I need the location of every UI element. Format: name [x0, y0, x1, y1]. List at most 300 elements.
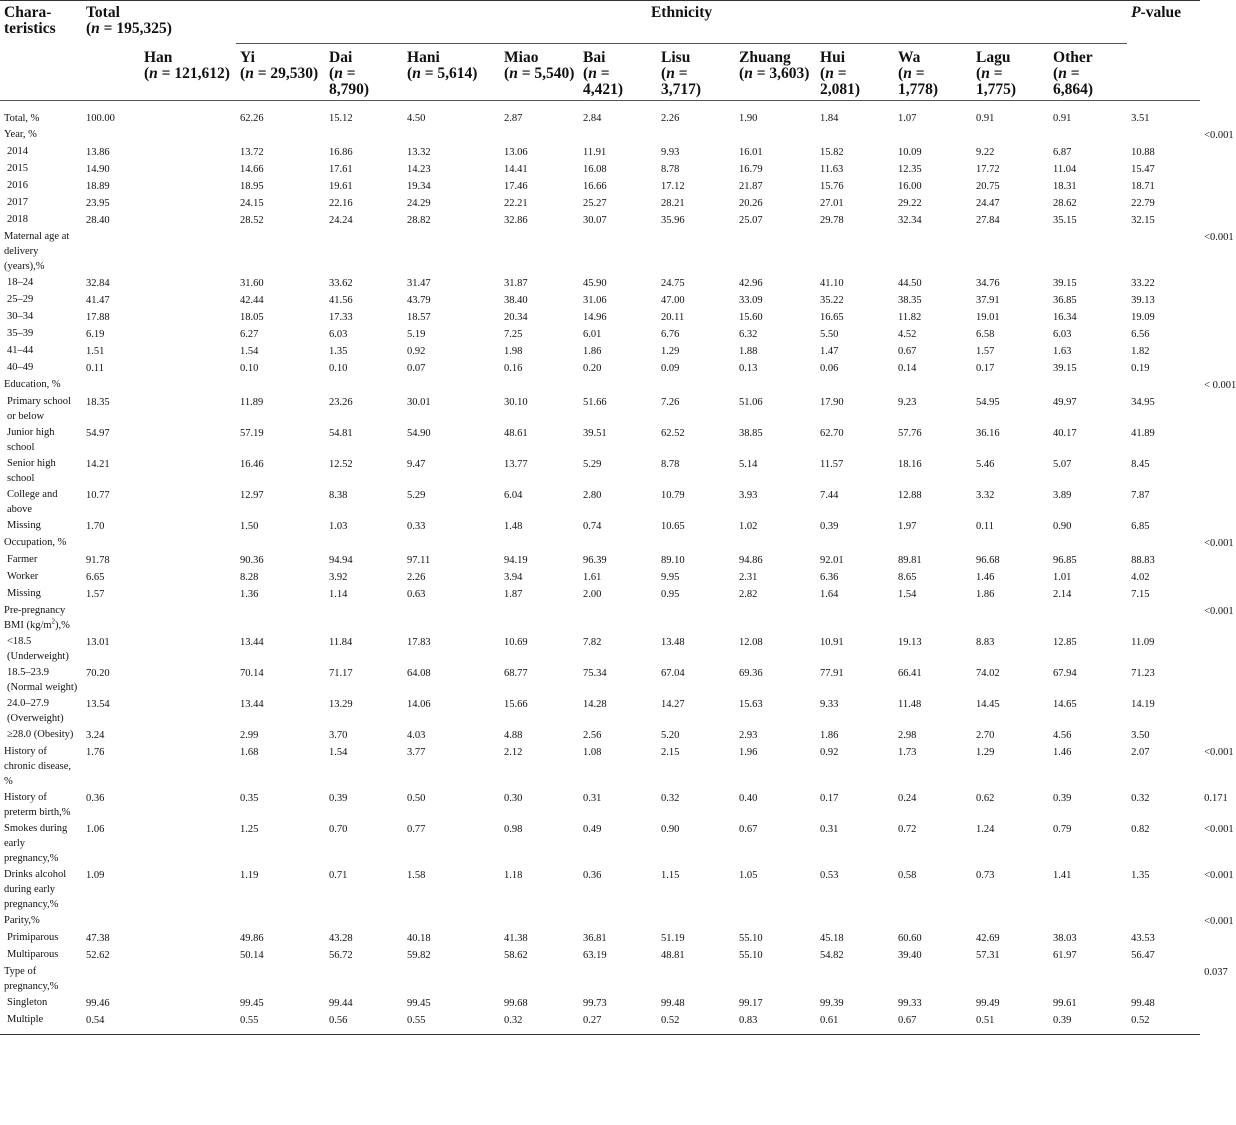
cell-value: 88.83 — [1131, 555, 1155, 566]
cell-value: 99.49 — [976, 998, 1000, 1009]
cell-value: 1.41 — [1053, 870, 1072, 881]
cell-value: 1.51 — [86, 346, 105, 357]
row-label: Missing — [7, 520, 41, 531]
cell-value: 14.41 — [504, 164, 528, 175]
cell-value: 40.18 — [407, 933, 431, 944]
cell-value — [325, 127, 403, 144]
table-row — [0, 394, 1200, 425]
cell-value: 2.26 — [661, 113, 680, 124]
cell-value: 66.41 — [898, 668, 922, 679]
cell-value: 0.91 — [1053, 113, 1072, 124]
cell-value: 3.94 — [504, 572, 523, 583]
total-label: Total — [86, 4, 120, 21]
cell-value — [236, 964, 325, 995]
cell-value — [325, 535, 403, 552]
cell-value — [657, 913, 735, 930]
cell-value: 1.63 — [1053, 346, 1072, 357]
row-label: Drinks alcohol during early pregnancy,% — [4, 869, 67, 910]
cell-value: 9.33 — [820, 699, 839, 710]
cell-value: 1.84 — [820, 113, 839, 124]
cell-value: 16.46 — [240, 459, 264, 470]
row-label: Type of pregnancy,% — [4, 966, 59, 992]
cell-value: 40.17 — [1053, 428, 1077, 439]
ethnic-group-name: Han — [144, 48, 173, 66]
cell-value — [325, 964, 403, 995]
cell-value: 9.23 — [898, 397, 917, 408]
cell-value: 1.47 — [820, 346, 839, 357]
cell-value: 39.13 — [1131, 295, 1155, 306]
cell-value: 6.65 — [86, 572, 105, 583]
cell-value: 19.01 — [976, 312, 1000, 323]
table-row: Pre-pregnancy BMI $(kg/m^2),\%$ <0.001 — [0, 603, 1200, 634]
row-label: 18–24 — [7, 277, 34, 288]
cell-value: 0.67 — [739, 824, 758, 835]
cell-value: 28.62 — [1053, 198, 1077, 209]
cell-value: 4.88 — [504, 730, 523, 741]
table-row — [0, 930, 1200, 947]
cell-value: 4.52 — [898, 329, 917, 340]
ethnic-group-header — [816, 44, 894, 101]
cell-value: 5.07 — [1053, 459, 1072, 470]
row-label: History of chronic disease, % — [4, 746, 72, 787]
cell-value — [816, 913, 894, 930]
cell-value: 14.65 — [1053, 699, 1077, 710]
cell-value — [500, 964, 579, 995]
cell-value: 10.69 — [504, 637, 528, 648]
table-row — [0, 161, 1200, 178]
cell-value: 6.03 — [1053, 329, 1072, 340]
ethnic-group-header — [657, 44, 735, 101]
cell-value: 6.56 — [1131, 329, 1150, 340]
row-label: Senior high school — [7, 458, 56, 484]
cell-value: 14.90 — [86, 164, 110, 175]
cell-value: 17.61 — [329, 164, 353, 175]
cell-value: 24.29 — [407, 198, 431, 209]
cell-value: 18.57 — [407, 312, 431, 323]
cell-value: 0.71 — [329, 870, 348, 881]
cell-value: 16.08 — [583, 164, 607, 175]
cell-value: 7.44 — [820, 490, 839, 501]
cell-value: 70.20 — [86, 668, 110, 679]
cell-value — [236, 603, 325, 634]
cell-value: 1.82 — [1131, 346, 1150, 357]
cell-value: 13.72 — [240, 147, 264, 158]
cell-value: 0.17 — [820, 793, 839, 804]
cell-value: 0.19 — [1131, 363, 1150, 374]
cell-value: 0.32 — [1131, 793, 1150, 804]
cell-value: 2.15 — [661, 747, 680, 758]
cell-value — [894, 229, 972, 275]
cell-value: 1.90 — [739, 113, 758, 124]
cell-value: 10.79 — [661, 490, 685, 501]
cell-value — [1127, 127, 1200, 144]
pvalue-p: P — [1131, 4, 1141, 21]
cell-value: 27.01 — [820, 198, 844, 209]
cell-value: 14.19 — [1131, 699, 1155, 710]
cell-value: 97.11 — [407, 555, 431, 566]
cell-value — [816, 127, 894, 144]
cell-value: 16.79 — [739, 164, 763, 175]
cell-value: 36.81 — [583, 933, 607, 944]
cell-value: 1.03 — [329, 521, 348, 532]
cell-value: 43.79 — [407, 295, 431, 306]
total-n: (n = 195,325) — [86, 20, 172, 37]
cell-value — [236, 127, 325, 144]
ethnic-group-name: Miao — [504, 49, 539, 66]
cell-value — [579, 127, 657, 144]
row-label: Pre-pregnancy BMI $(kg/m^2),\%$ — [4, 605, 70, 631]
cell-value: 0.91 — [976, 113, 995, 124]
cell-value: 8.83 — [976, 637, 995, 648]
cell-value: 94.94 — [329, 555, 353, 566]
cell-value — [500, 913, 579, 930]
cell-value: 0.32 — [661, 793, 680, 804]
cell-value — [972, 603, 1049, 634]
cell-value: 39.15 — [1053, 363, 1077, 374]
table-row — [0, 487, 1200, 518]
cell-value: 9.93 — [661, 147, 680, 158]
cell-value: 55.10 — [739, 933, 763, 944]
cell-value — [894, 964, 972, 995]
cell-value — [500, 535, 579, 552]
cell-value: 2.84 — [583, 113, 602, 124]
cell-value: 1.07 — [898, 113, 917, 124]
cell-value: 3.93 — [739, 490, 758, 501]
cell-value: 17.72 — [976, 164, 1000, 175]
cell-value — [1049, 127, 1127, 144]
cell-value — [403, 377, 500, 394]
cell-value — [82, 377, 236, 394]
ethnicity-header: Ethnicity — [236, 1, 1127, 44]
cell-value: 96.39 — [583, 555, 607, 566]
cell-value: 5.14 — [739, 459, 758, 470]
cell-value: 2.99 — [240, 730, 259, 741]
cell-value: 13.32 — [407, 147, 431, 158]
row-label: Farmer — [7, 554, 38, 565]
cell-value: 0.11 — [976, 521, 995, 532]
cell-value: 1.61 — [583, 572, 602, 583]
cell-value: 19.09 — [1131, 312, 1155, 323]
cell-value — [1127, 964, 1200, 995]
cell-value: 2.82 — [739, 589, 758, 600]
cell-value — [657, 535, 735, 552]
table-row: Occupation, % <0.001 — [0, 535, 1200, 552]
cell-value — [325, 229, 403, 275]
cell-value: 54.97 — [86, 428, 110, 439]
cell-value: 0.92 — [407, 346, 426, 357]
cell-value: 6.04 — [504, 490, 523, 501]
cell-value: 99.61 — [1053, 998, 1077, 1009]
cell-value: 10.91 — [820, 637, 844, 648]
cell-value: 0.95 — [661, 589, 680, 600]
cell-value — [236, 377, 325, 394]
cell-value: 6.27 — [240, 329, 259, 340]
cell-value: 1.01 — [1053, 572, 1072, 583]
cell-value: 0.11 — [86, 363, 104, 374]
cell-value — [1049, 535, 1127, 552]
cell-value — [1127, 229, 1200, 275]
ethnic-group-name: Lagu — [976, 49, 1011, 66]
cell-value: 34.76 — [976, 278, 1000, 289]
cell-value — [894, 603, 972, 634]
cell-value — [816, 377, 894, 394]
cell-value: 1.35 — [1131, 870, 1150, 881]
cell-value: 6.36 — [820, 572, 839, 583]
cell-value: 5.50 — [820, 329, 839, 340]
ethnic-group-header — [972, 44, 1049, 101]
row-label: Year, % — [4, 129, 37, 140]
cell-value: 1.29 — [976, 747, 995, 758]
cell-value: 0.53 — [820, 870, 839, 881]
cell-value: 6.58 — [976, 329, 995, 340]
cell-value: 7.25 — [504, 329, 523, 340]
cell-value: 23.95 — [86, 198, 110, 209]
cell-value: 38.40 — [504, 295, 528, 306]
cell-value: 96.85 — [1053, 555, 1077, 566]
cell-value — [972, 964, 1049, 995]
total-spacer — [82, 44, 140, 101]
cell-value: 0.98 — [504, 824, 523, 835]
table-row — [0, 178, 1200, 195]
row-label: 24.0–27.9 (Overweight) — [7, 698, 64, 724]
cell-value — [1127, 535, 1200, 552]
cell-value: 1.88 — [739, 346, 758, 357]
cell-value: 4.03 — [407, 730, 426, 741]
cell-value: 70.14 — [240, 668, 264, 679]
table-row: Parity,% <0.001 — [0, 913, 1200, 930]
cell-value — [236, 913, 325, 930]
cell-value: 0.77 — [407, 824, 426, 835]
cell-value: 0.49 — [583, 824, 602, 835]
cell-value — [325, 377, 403, 394]
cell-value: 2.87 — [504, 113, 523, 124]
cell-value: 31.47 — [407, 278, 431, 289]
cell-value: 12.52 — [329, 459, 353, 470]
cell-value: 0.16 — [504, 363, 523, 374]
cell-value: 10.65 — [661, 521, 685, 532]
ethnic-group-name: Bai — [583, 49, 606, 66]
cell-value: 10.77 — [86, 490, 110, 501]
cell-value: 13.86 — [86, 147, 110, 158]
cell-value: 99.48 — [661, 998, 685, 1009]
cell-value: 22.21 — [504, 198, 528, 209]
cell-value: 14.96 — [583, 312, 607, 323]
cell-value: 2.98 — [898, 730, 917, 741]
table-row — [0, 309, 1200, 326]
cell-value: 29.78 — [820, 215, 844, 226]
cell-value: 21.87 — [739, 181, 763, 192]
row-label: Missing — [7, 588, 41, 599]
cell-value: 20.11 — [661, 312, 685, 323]
ethnic-group-n: (n = 3,717) — [661, 65, 702, 98]
cell-value: 8.65 — [898, 572, 917, 583]
table-row — [0, 275, 1200, 292]
pvalue-header — [1127, 1, 1200, 101]
cell-value: 35.15 — [1053, 215, 1077, 226]
cell-value: 23.26 — [329, 397, 353, 408]
cell-value: 1.50 — [240, 521, 259, 532]
cell-value: 99.73 — [583, 998, 607, 1009]
cell-value: 2.31 — [739, 572, 758, 583]
table-row — [0, 569, 1200, 586]
cell-value: 63.19 — [583, 950, 607, 961]
cell-value: 30.01 — [407, 397, 431, 408]
cell-value: 1.48 — [504, 521, 523, 532]
cell-value — [403, 535, 500, 552]
cell-value — [735, 964, 816, 995]
cell-value — [403, 964, 500, 995]
cell-value: 39.15 — [1053, 278, 1077, 289]
cell-value — [403, 229, 500, 275]
cell-value: 17.90 — [820, 397, 844, 408]
cell-value: 0.52 — [661, 1015, 680, 1026]
cell-value: 31.06 — [583, 295, 607, 306]
cell-value: 16.34 — [1053, 312, 1077, 323]
cell-value: 0.20 — [583, 363, 602, 374]
cell-value: 15.76 — [820, 181, 844, 192]
cell-value: 54.82 — [820, 950, 844, 961]
cell-value: 1.98 — [504, 346, 523, 357]
ethnic-group-n: (n = 6,864) — [1053, 65, 1094, 98]
cell-value — [894, 535, 972, 552]
cell-value: 1.46 — [1053, 747, 1072, 758]
cell-value: 15.82 — [820, 147, 844, 158]
table-row — [0, 727, 1200, 744]
table-row: Maternal age at delivery (years),% <0.001 — [0, 229, 1200, 275]
cell-value: 1.57 — [976, 346, 995, 357]
cell-value: 10.09 — [898, 147, 922, 158]
cell-value — [657, 603, 735, 634]
cell-value: 3.24 — [86, 730, 105, 741]
cell-value: 99.45 — [240, 998, 264, 1009]
table-row — [0, 212, 1200, 229]
cell-value: 6.19 — [86, 329, 105, 340]
cell-value — [579, 913, 657, 930]
cell-value: 3.92 — [329, 572, 348, 583]
cell-value — [972, 913, 1049, 930]
cell-value: 16.00 — [898, 181, 922, 192]
cell-value: 1.25 — [240, 824, 259, 835]
ethnic-group-header — [735, 44, 816, 101]
row-label: 40–49 — [7, 362, 34, 373]
row-label: Total, % — [4, 113, 40, 124]
row-label: 2018 — [7, 214, 28, 225]
cell-value — [403, 913, 500, 930]
cell-value: 12.85 — [1053, 637, 1077, 648]
cell-value: 1.09 — [86, 870, 105, 881]
row-label: 2014 — [7, 146, 28, 157]
ethnic-group-n: (n = 1,775) — [976, 65, 1017, 98]
table-row: Education, % < 0.001 — [0, 377, 1200, 394]
ethnic-group-name: Zhuang — [739, 49, 791, 66]
cell-value: 0.90 — [1053, 521, 1072, 532]
cell-value: 27.84 — [976, 215, 1000, 226]
cell-value: 6.87 — [1053, 147, 1072, 158]
cell-value: 54.95 — [976, 397, 1000, 408]
cell-value: 55.10 — [739, 950, 763, 961]
cell-value: 0.32 — [504, 1015, 523, 1026]
cell-value — [657, 377, 735, 394]
cell-value: 68.77 — [504, 668, 528, 679]
cell-value — [657, 964, 735, 995]
cell-value: 62.70 — [820, 428, 844, 439]
cell-value: 9.22 — [976, 147, 995, 158]
cell-value: 1.54 — [898, 589, 917, 600]
cell-value: 0.36 — [86, 793, 105, 804]
cell-value: 8.45 — [1131, 459, 1150, 470]
cell-value: 61.97 — [1053, 950, 1077, 961]
cell-value: 64.08 — [407, 668, 431, 679]
cell-value: 5.19 — [407, 329, 426, 340]
cell-value: 62.26 — [240, 113, 264, 124]
cell-value — [894, 913, 972, 930]
cell-value: 38.85 — [739, 428, 763, 439]
cell-value — [816, 603, 894, 634]
row-label: History of preterm birth,% — [4, 792, 71, 818]
ethnic-group-name: Lisu — [661, 49, 691, 66]
cell-value: 2.93 — [739, 730, 758, 741]
cell-value: 0.90 — [661, 824, 680, 835]
cell-value: 0.06 — [820, 363, 839, 374]
ethnic-group-name: Hani — [407, 49, 440, 66]
cell-value: 2.80 — [583, 490, 602, 501]
cell-value: 74.02 — [976, 668, 1000, 679]
cell-value: 94.86 — [739, 555, 763, 566]
cell-value: 28.52 — [240, 215, 264, 226]
cell-value — [82, 603, 236, 634]
cell-value: 57.19 — [240, 428, 264, 439]
cell-value: 18.89 — [86, 181, 110, 192]
cell-value: 1.02 — [739, 521, 758, 532]
cell-value: 0.35 — [240, 793, 259, 804]
cell-value: 19.61 — [329, 181, 353, 192]
row-label: Singleton — [7, 997, 48, 1008]
cell-value: 5.20 — [661, 730, 680, 741]
cell-value: 1.08 — [583, 747, 602, 758]
cell-value: 17.12 — [661, 181, 685, 192]
row-label: 25–29 — [7, 294, 34, 305]
cell-value: 96.68 — [976, 555, 1000, 566]
header-row-groups — [0, 44, 1200, 101]
cell-value: 18.16 — [898, 459, 922, 470]
table-row: Type of pregnancy,% 0.037 — [0, 964, 1200, 995]
cell-value: 8.78 — [661, 459, 680, 470]
table-row — [0, 995, 1200, 1012]
ethnic-group-n: (n = 1,778) — [898, 65, 939, 98]
cell-value: 10.88 — [1131, 147, 1155, 158]
cell-value: 48.81 — [661, 950, 685, 961]
cell-value: 6.01 — [583, 329, 602, 340]
row-label: 2015 — [7, 163, 28, 174]
cell-value — [500, 127, 579, 144]
cell-value: 12.35 — [898, 164, 922, 175]
total-header — [82, 1, 236, 44]
cell-value: 3.51 — [1131, 113, 1150, 124]
cell-value: 35.96 — [661, 215, 685, 226]
cell-value: 0.55 — [407, 1015, 426, 1026]
cell-value: 0.36 — [583, 870, 602, 881]
cell-value: 0.07 — [407, 363, 426, 374]
cell-value: 0.33 — [407, 521, 426, 532]
header-row-top — [0, 1, 1200, 44]
cell-value: 94.19 — [504, 555, 528, 566]
cell-value — [403, 603, 500, 634]
cell-value: 0.51 — [976, 1015, 995, 1026]
table-row — [0, 552, 1200, 569]
cell-value: 99.33 — [898, 998, 922, 1009]
row-label: Maternal age at delivery (years),% — [4, 231, 70, 272]
cell-value: 3.70 — [329, 730, 348, 741]
